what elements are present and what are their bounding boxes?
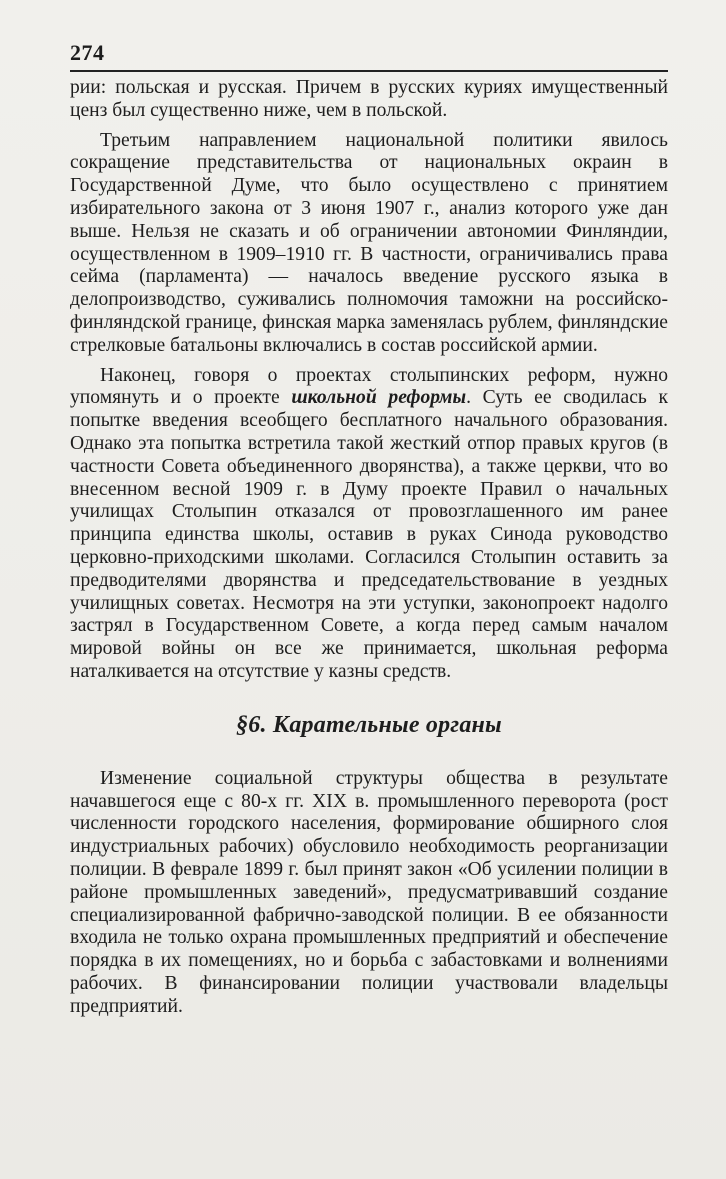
paragraph-police-reorganization: Изменение социальной структуры общества в результате начавшегося еще с 80-х гг. XIX в. промышленного переворота (рост численности городского населения, формирование обширного слоя индустриальных рабочих) обусловило необходимость реорганизации полиции. В феврале 1899 г. был принят закон «Об усилении полиции в районе промышленных заведений», предусматривавший создание специализированной фабрично-заводской полиции. В ее обязанности входила не только охрана промышленных предприятий и обеспечение порядка в их помещениях, но и борьба с забастовками и волнениями рабочих. В финансировании полиции участвовали владельцы предприятий. [70,767,668,1017]
paragraph-continuation: рии: польская и русская. Причем в русских куриях имущественный ценз был существенно ниже, чем в польской. [70,77,668,121]
page-content [70,77,668,1018]
paragraph-national-policy: Третьим направлением национальной политики явилось сокращение представительства от национальных окраин в Государственной Думе, что было осуществлено с принятием избирательного закона от 3 июня 1907 г., анализ которого уже дан выше. Нельзя не сказать и об ограничении автономии Финляндии, осуществленном в 1909–1910 гг. В частности, ограничивались права сейма (парламента) — началось введение русского языка в делопроизводство, суживались полномочия таможни на российско-финляндской границе, финская марка заменялась рублем, финляндские стрелковые батальоны включались в состав российской армии. [70,129,668,356]
school-reform-text-start: Наконец, говоря о проектах столыпинских реформ, нужно упомянуть и о проекте [70,364,668,409]
header-rule [70,70,668,72]
paragraph-school-reform [70,365,668,684]
school-reform-text-end: . Суть ее сводилась к попытке введения всеобщего бесплатного начального образования. Однако эта попытка встретила такой жесткий отпор правых кругов (в частности Совета объединенного дворянства), а также церкви, что во внесенном весной 1909 г. в Думу проекте Правил о начальных училищах Столыпин отказался от провозглашенного им ранее принципа единства школы, оставив в руках Синода руководство церковно-приходскими школами. Согласился Столыпин оставить за предводителями дворянства и председательствование в уездных училищных советах. Несмотря на эти уступки, законопроект надолго застрял в Государственном Совете, а когда перед самым началом мировой войны он все же принимается, школьная реформа наталкивается на отсутствие у казны средств. [70,387,669,682]
section-heading: §6. Карательные органы [236,711,502,738]
school-reform-emphasis: школьной реформы [291,387,467,409]
page-header [70,40,668,72]
page-number: 274 [70,40,105,65]
